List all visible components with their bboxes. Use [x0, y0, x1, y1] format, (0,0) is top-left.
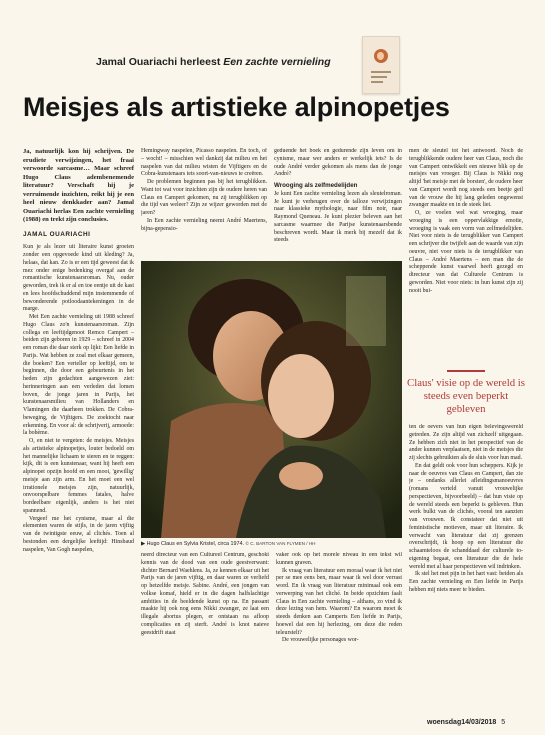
article-column-1	[23, 148, 134, 708]
paragraph: In Een zachte vernieling neemt André Maertens, bijna-gepensio-	[141, 217, 267, 232]
book-cover-thumbnail	[362, 36, 400, 94]
byline: JAMAL OUARIACHI	[23, 230, 91, 238]
paragraph: Je kunt Een zachte vernieling lezen als sleutelroman. Je kunt je verheugen over de talloze verwijzingen naar klassieke mythologie, naar film noir, naar Raymond Queneau. Je kunt plezier beleven aan het sarcasme waarmee die Parijse kunstenaarsbende beschreven wordt. Maar ik merk bij mezelf dat ik steeds	[274, 190, 402, 244]
article-column-2	[141, 148, 267, 258]
article-photo	[141, 261, 402, 538]
paragraph: Ik vraag van literatuur een moraal waar ik het niet per se mee eens ben, maar waar ik wel door verrast word. En ik vraag van literatuur minimaal ook een verwerping van het cliché. In beide opzichten faalt Claus in Een zachte vernieling – althans, zo vind ik deze lezing van hem. Waarom? En waarom moet ik steeds denken aan Camperts Een liefde in Parijs, hoewel dat een hij herlezing, om deze die reden teleurstelt?	[276, 567, 402, 636]
paragraph: Met Een zachte vernieling uit 1988 schreef Hugo Claus zo'n kunstenaarsroman. Zijn collega en leeftijdgenoot Remco Campert – beiden zijn geboren in 1929 – schreef in 2004 een roman die daar sterk op lijkt: Een liefde in Parijs. Wat hebben ze zoal met elkaar gemeen, die boeken? Een verteller op leeftijd, om te beginnen, die door een gebeurtenis in het heden zijn gedachten aangewezen ziet: herinneringen aan een verleden dat lomen boven, de jonge jaren in Parijs, het kunstenaarsmilieu van Hollanders en Vlamingen die daarheen trokken. De Cobra-beweging, de Vijftigers. De zoektocht naar erkenning. En voor al: de schrijverij, armoede: la bohème.	[23, 314, 134, 437]
subheading: Wrooging als zelfmedelijden	[274, 182, 358, 189]
paragraph: De problemen beginnen pas bij het terugblikken. Want tot wat voor inzichten zijn de oudere heren van Claus en Campert gekomen, nu zij terugblikken op die tijd van weleer? Zijn ze wijzer geworden met de jaren?	[141, 179, 267, 216]
kicker-book-title: Een zachte vernieling	[223, 56, 331, 68]
kicker-author: Jamal Ouariachi herleest	[96, 56, 221, 68]
article-intro: Ja, natuurlijk kon hij schrijven. De erudiete verwijzingen, het fraai verwoorde sarcasme… Maar schreef Hugo Claus adembenemende literatuur? Verschaft hij je verruimende inzichten, reikt hij je een heel nieuw denkkader aan? Jamal Ouariachi herlas Een zachte vernieling (1988) en trekt zijn conclusies.	[23, 148, 134, 223]
caption-text: Hugo Claus en Sylvia Kristel, circa 1974.	[146, 541, 245, 547]
page-footer	[427, 719, 505, 726]
paragraph: men de sleutel tot het antwoord. Noch de terugblikkende oudere heer van Claus, noch die van Campert ontwikkelt een nieuwe blik op de meisjes van vroeger. Bij Claus is Nikki nog altijd 'het meisje met de borsten', de oudere heer van Campert wordt nog steeds een beetje geil van de vrouw die hij lang geleden ongewenst zwanger maakte en in de steek liet.	[409, 148, 523, 209]
paragraph: neerd directeur van een Cultureel Centrum, geschokt kennis van de dood van een oude geestverwant: dichter Bernard Waehlens. Ja, ze kennen elkaar uit het Parijs van de jaren vijftig, en daar waren ze verliefd op hetzelfde meisje. Sabine. André, een jongen van volkse komaf, hield er in die dagen halfslachtige ambities in de beeldende kunst op na. En passant maakte hij ook nog eens Nikki zwanger, ze laat een illegale abortus plegen, er ontstaan na afloop complicaties en zij sterft. André is knot naieve geestdrift staat	[141, 552, 269, 636]
paragraph: O, en niet te vergeten: de meisjes. Meisjes als artistieke alpinopetjes, louter bedoeld om het mannelijke lichaam te sieren en te reggen: kijk, dit is een kunstenaar, want hij heeft een alpinopet opzijn hoofd en een mooi, 'gewillig' meisje aan zijn arm. En het moet een wel irrationele meisjes zijn, natuurlijk, onvoorspelbare femmes fatales, halve bordeelbare eigenlijk, anders is het niet spannend.	[23, 438, 134, 514]
caption-marker-icon: ▶	[141, 541, 146, 547]
paragraph: O, ze voelen wel wat wroeging, maar wroeging is een oppervlakkige emotie, wroeging is vaak een vorm van zelfmedelijden. Niet voor niets is de terugblikker van Campert een schrijver die twijfelt aan de waarde van zijn oeuvre, niet voor niets is de terugblikker van Claus – André Maertens – een man die de scheppende kunst vaarwel heeft gezegd en directeur van dat Culturele Centrum is geworden. Niet voor niets: in hun kunst zijn zij nooit bui-	[409, 210, 523, 294]
photo-illustration	[141, 261, 402, 538]
pull-quote	[406, 370, 526, 417]
article-column-6	[276, 552, 402, 707]
paragraph: Ik stel het met pijn in het hart vast: beiden als Een zachte vernieling en Een liefde in Parijs hebben mij niets meer te bieden.	[409, 571, 523, 593]
article-column-7	[409, 424, 523, 710]
pull-quote-text: Claus' visie op de wereld is steeds even beperkt gebleven	[407, 377, 525, 416]
photo-credit: © C. BARTON VAN FLYMEN / HH	[245, 541, 316, 546]
article-column-3	[274, 148, 402, 258]
pull-quote-rule	[447, 370, 485, 372]
footer-date: woensdag14/03/2018	[427, 719, 497, 726]
paragraph: geduende het boek en gedurende zijn leven om in cynisme, maar wer anders er werkelijk iets? Is de oude André verder gekomen als mens dan de jonge André?	[274, 148, 402, 178]
article-headline: Meisjes als artistieke alpinopetjes	[23, 92, 450, 122]
paragraph: Kun je als lezer uit literaire kunst groeien zonder een opgevoede kind uit kleding? Ja, helaas, dat kan. Zo is er een tijd geweest dat ik mez onder enige bedenking overgaf aan de romantische kunstenaarsroman. Nu, ouder geworden, trek ik er al en toe eentje uit de kast en lees hoofdschuddend mijn instemmende of bewonderende potloodaantekeningen in de marge.	[23, 244, 134, 313]
page-number: 5	[501, 719, 506, 726]
paragraph: Vergeef me het cynisme, maar al die elementen waren de stijls, in de jaren vijftig van de twintigste eeuw, al clichés. Toen al bestonden een dergelijke leeftijd: Hinsbaud naspelen, Van Gogh naspelen,	[23, 515, 134, 553]
article-column-5	[141, 552, 269, 707]
paragraph: ten de oevers van hun eigen belevingswereld getreden. Ze zijn altijd van zichzelf uitgegaan. Ze hebben zich niet in het perspectief van de ander kunnen verplaatsen, niet in de meisjes die zij slechts gebruikten als de sluis voor hun mad.	[409, 424, 523, 461]
paragraph: En dat geldt ook voor hun scheppers. Kijk je naar de oeuvres van Claus en Campert, dan zie je – ondanks allerlei afleidingsmanoeuvres (romans verteld vanuit vrouwelijke perspectieven, bijvoorbeeld) – dat hun visie op de wereld steeds een beperkt is gebleven. Hun werk bulkt van de clichés, vooral ten aanzien van vrouwen. Ik constateer dat niet uit feministische motieven, maar uit literaire. Ik verwacht van literatuur dat zij grenzen overschrijdt, ik hoop op een literatuur die schaamteloos de schanddaad der culturele to-eigening begaat, een literatuur die de hele wereld met al haar perspectieven wil indrinken.	[409, 462, 523, 570]
article-column-4	[409, 148, 523, 360]
photo-caption	[141, 541, 406, 547]
paragraph: vaker ook op het morele niveau in een tekst wil kunnen graven.	[276, 552, 402, 566]
section-kicker	[96, 56, 331, 68]
paragraph: Hemingway naspelen, Picasso naspelen. En toch, of – wocht! – misschien wel dankzij dat milieu en het naspelen van dat milieu wisten de Vijftigers en de Cobra-kunstenaars iets soort-van-nieuws te creëren.	[141, 148, 267, 178]
paragraph: De vrouwelijke personages wor-	[282, 637, 359, 644]
